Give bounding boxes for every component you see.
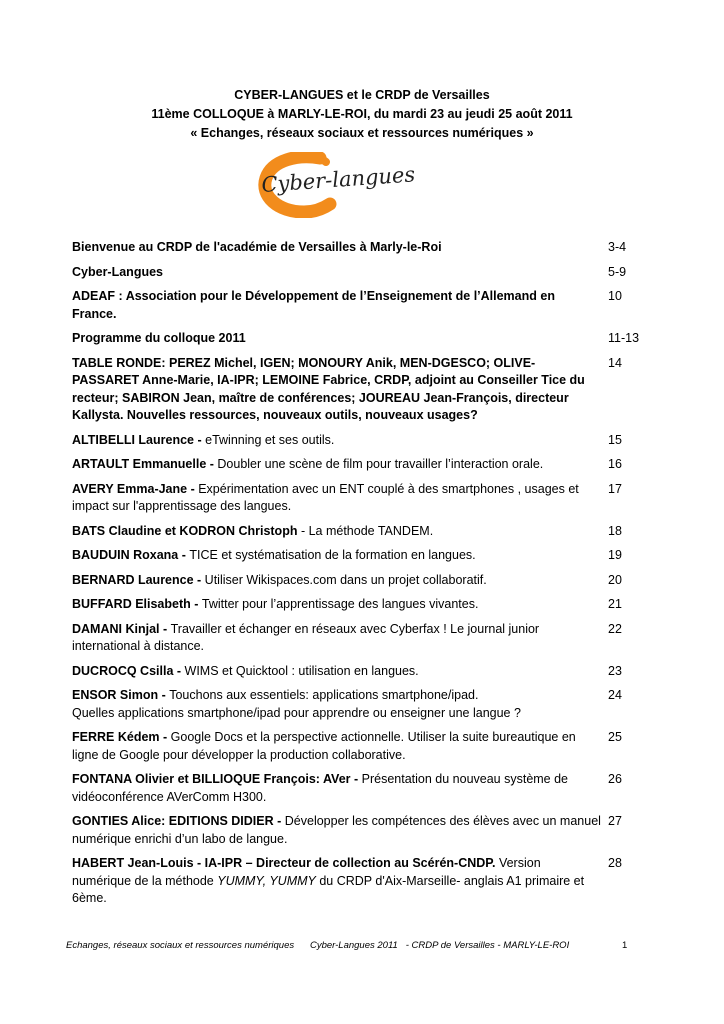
toc-entry-italic: YUMMY, YUMMY: [217, 873, 316, 888]
toc-entry-author: Bienvenue au CRDP de l'académie de Versailles à Marly-le-Roi: [72, 240, 442, 254]
toc-entry: [72, 330, 602, 348]
footer-page-number: 1: [622, 940, 628, 951]
toc-entry: [72, 523, 602, 541]
svg-text:Cyber-langues: Cyber-langues: [260, 162, 416, 197]
toc-page-number: 3-4: [608, 240, 627, 254]
toc-entry: [72, 355, 602, 425]
toc-entry: [72, 687, 602, 722]
toc-page-number: 22: [608, 621, 622, 636]
toc-entry-title: Google Docs et la perspective actionnelle. Utiliser la suite bureautique en ligne de Google pour développer la production collaborative.: [72, 730, 576, 762]
toc-entry-author: BATS Claudine et KODRON Christoph: [72, 523, 298, 538]
toc-entry: [72, 288, 602, 323]
header-line-1: CYBER-LANGUES et le CRDP de Versailles: [234, 88, 490, 102]
toc-entry-title: Présentation du nouveau système de vidéoconférence AVerComm H300.: [72, 772, 569, 804]
toc-entry: [72, 456, 602, 474]
toc-entry: [72, 855, 602, 908]
toc-entry-author: FONTANA Olivier et BILLIOQUE François: AVer -: [72, 772, 362, 786]
toc-row: [72, 432, 648, 450]
toc-page-number: 24: [608, 688, 622, 702]
toc-entry-author: ALTIBELLI Laurence -: [72, 432, 206, 447]
toc-entry-author: ENSOR Simon -: [72, 688, 170, 702]
toc-row: [72, 855, 648, 908]
toc-entry-author: ARTAULT Emmanuelle -: [72, 457, 218, 471]
toc-entry-author: Cyber-Langues: [72, 264, 163, 279]
toc-entry: [72, 264, 602, 282]
toc-row: [72, 663, 648, 681]
table-of-contents: [72, 239, 648, 915]
toc-entry-title: Utiliser Wikispaces.com dans un projet collaboratif.: [204, 572, 487, 587]
toc-entry-title: Touchons aux essentiels: applications smartphone/ipad. Quelles applications smartphone/ipad pour apprendre ou enseigner une langue ?: [72, 688, 521, 720]
toc-page-number: 28: [608, 856, 622, 870]
toc-entry-author: AVERY Emma-Jane -: [72, 481, 199, 496]
toc-row: [72, 239, 648, 257]
toc-entry-title: Doubler une scène de film pour travailler l’interaction orale.: [217, 457, 544, 471]
toc-entry-author: BAUDUIN Roxana -: [72, 548, 190, 562]
toc-page-number: 26: [608, 772, 622, 786]
toc-row: [72, 687, 648, 722]
toc-page-number: 21: [608, 597, 622, 611]
toc-entry-title: Expérimentation avec un ENT couplé à des smartphones , usages et impact sur l'apprentissage des langues.: [72, 481, 579, 513]
toc-row: [72, 264, 648, 282]
document-header: [0, 86, 724, 143]
toc-entry-author: Programme du colloque 2011: [72, 331, 246, 345]
cyber-langues-logo: [258, 152, 430, 218]
toc-page-number: 18: [608, 523, 622, 538]
toc-entry-author: BUFFARD Elisabeth -: [72, 597, 202, 611]
toc-entry: [72, 547, 602, 565]
toc-page-number: 27: [608, 814, 622, 828]
toc-entry-title: TICE et systématisation de la formation en langues.: [189, 548, 476, 562]
toc-row: [72, 547, 648, 565]
toc-entry: [72, 663, 602, 681]
toc-entry-author: DUCROCQ Csilla -: [72, 663, 185, 678]
toc-entry-title: Travailler et échanger en réseaux avec Cyberfax ! Le journal junior international à distance.: [72, 621, 540, 653]
toc-entry-author: ADEAF : Association pour le Développement de l’Enseignement de l’Allemand en France.: [72, 289, 555, 321]
toc-entry: [72, 239, 602, 257]
toc-entry: [72, 771, 602, 806]
toc-entry-title: Version numérique de la méthode: [72, 856, 541, 888]
toc-row: [72, 813, 648, 848]
toc-page-number: 23: [608, 663, 622, 678]
toc-entry-title: - La méthode TANDEM.: [297, 523, 434, 538]
toc-row: [72, 572, 648, 590]
toc-entry: [72, 572, 602, 590]
footer-text: Echanges, réseaux sociaux et ressources numériques Cyber-Langues 2011 - CRDP de Versailles - MARLY-LE-ROI: [66, 940, 570, 951]
toc-row: [72, 288, 648, 323]
toc-entry-author: DAMANI Kinjal -: [72, 621, 171, 636]
toc-entry: [72, 729, 602, 764]
toc-row: [72, 523, 648, 541]
toc-row: [72, 355, 648, 425]
toc-entry-author: GONTIES Alice: EDITIONS DIDIER -: [72, 814, 285, 828]
toc-entry: [72, 481, 602, 516]
toc-page-number: 25: [608, 730, 622, 744]
header-line-3: « Echanges, réseaux sociaux et ressources numériques »: [190, 126, 534, 140]
header-line-2: 11ème COLLOQUE à MARLY-LE-ROI, du mardi 23 au jeudi 25 août 2011: [151, 107, 573, 121]
toc-page-number: 20: [608, 572, 622, 587]
toc-entry-author: TABLE RONDE: PEREZ Michel, IGEN; MONOURY Anik, MEN-DGESCO; OLIVE-PASSARET Anne-Marie, IA-IPR; LEMOINE Fabrice, CRDP, adjoint au Conseiller Tice du recteur; SABIRON Jean, maître de conférences; JOUREAU Jean-François, directeur Kallysta. Nouvelles ressources, nouveaux outils, nouveaux usages?: [72, 355, 585, 422]
toc-row: [72, 621, 648, 656]
toc-row: [72, 729, 648, 764]
toc-row: [72, 330, 648, 348]
toc-entry-title: WIMS et Quicktool : utilisation en langues.: [184, 663, 419, 678]
toc-entry: [72, 813, 602, 848]
toc-entry: [72, 621, 602, 656]
toc-entry-title: Développer les compétences des élèves avec un manuel numérique enrichi d’un labo de langue.: [72, 814, 601, 846]
toc-entry-author: BERNARD Laurence -: [72, 572, 205, 587]
toc-entry-title-cont: du CRDP d'Aix-Marseille- anglais A1 primaire et 6ème.: [72, 873, 585, 905]
toc-entry-title: Twitter pour l’apprentissage des langues vivantes.: [201, 597, 479, 611]
toc-page-number: 14: [608, 355, 622, 370]
toc-page-number: 5-9: [608, 264, 627, 279]
toc-row: [72, 456, 648, 474]
toc-page-number: 10: [608, 289, 622, 303]
toc-page-number: 17: [608, 481, 622, 496]
toc-page-number: 19: [608, 548, 622, 562]
toc-entry: [72, 432, 602, 450]
toc-page-number: 16: [608, 457, 622, 471]
toc-entry: [72, 596, 602, 614]
toc-entry-title: eTwinning et ses outils.: [205, 432, 335, 447]
toc-entry-author: FERRE Kédem -: [72, 730, 171, 744]
toc-entry-author: HABERT Jean-Louis - IA-IPR – Directeur de collection au Scérén-CNDP.: [72, 856, 496, 870]
toc-row: [72, 771, 648, 806]
toc-row: [72, 596, 648, 614]
toc-page-number: 11-13: [608, 331, 640, 345]
toc-page-number: 15: [608, 432, 622, 447]
toc-row: [72, 481, 648, 516]
